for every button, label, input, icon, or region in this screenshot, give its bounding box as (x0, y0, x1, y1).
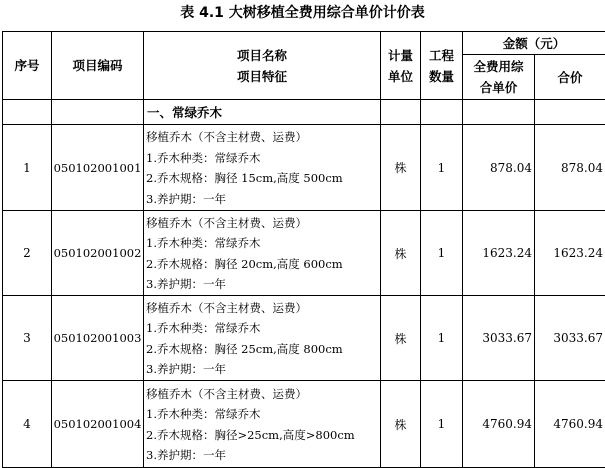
row-qty: 1 (421, 296, 463, 381)
row-feature: 2.乔木规格：胸径>25cm,高度>800cm (146, 427, 355, 442)
row-feature: 1.乔木种类：常绿乔木 (146, 150, 261, 165)
row-feature: 2.乔木规格：胸径 15cm,高度 500cm (146, 171, 343, 185)
header-unit-price (463, 55, 535, 100)
row-total: 1623.24 (535, 211, 605, 296)
row-unit: 株 (381, 381, 421, 468)
row-feature: 2.乔木规格：胸径 20cm,高度 600cm (146, 256, 343, 271)
row-unit: 株 (381, 125, 421, 211)
row-name: 移植乔木（不含主材费、运费） (146, 386, 307, 401)
section-empty-unit (381, 100, 421, 125)
table-title: 表 4.1 大树移植全费用综合单价计价表 (180, 5, 425, 21)
row-qty: 1 (421, 125, 463, 211)
section-empty-seq (3, 100, 52, 125)
section-title: 一、常绿乔木 (144, 100, 381, 125)
row-seq: 1 (3, 125, 52, 211)
row-total: 878.04 (535, 125, 605, 211)
header-name-line2: 项目特征 (236, 68, 287, 84)
table-row (3, 381, 605, 468)
header-unit (381, 32, 421, 100)
section-empty-total (535, 100, 605, 125)
pricing-table (2, 31, 605, 468)
table-row (3, 296, 605, 381)
row-total: 4760.94 (535, 381, 605, 468)
row-qty: 1 (421, 381, 463, 468)
row-unit-price: 3033.67 (463, 296, 535, 381)
table-row (3, 211, 605, 296)
row-feature: 3.养护期：一年 (146, 362, 226, 376)
row-feature: 1.乔木种类：常绿乔木 (146, 407, 261, 421)
row-unit: 株 (381, 211, 421, 296)
header-unit-line1: 计量 (387, 47, 413, 63)
header-qty-line2: 数量 (428, 68, 454, 84)
row-unit-price: 878.04 (463, 125, 535, 211)
row-name: 移植乔木（不含主材费、运费） (146, 130, 307, 144)
row-feature: 3.养护期：一年 (146, 277, 226, 291)
row-code: 050102001004 (52, 381, 144, 468)
row-code: 050102001002 (52, 211, 144, 296)
row-seq: 3 (3, 296, 52, 381)
row-feature: 2.乔木规格：胸径 25cm,高度 800cm (146, 341, 343, 356)
row-code: 050102001003 (52, 296, 144, 381)
header-unit-line2: 单位 (387, 68, 413, 84)
header-name (144, 32, 381, 100)
row-feature: 3.养护期：一年 (146, 191, 226, 206)
section-empty-qty (421, 100, 463, 125)
section-empty-unit-price (463, 100, 535, 125)
row-seq: 2 (3, 211, 52, 296)
row-feature: 3.养护期：一年 (146, 448, 226, 462)
row-unit-price: 1623.24 (463, 211, 535, 296)
header-code: 项目编码 (52, 32, 144, 100)
row-description (144, 296, 381, 381)
row-unit: 株 (381, 296, 421, 381)
row-unit-price: 4760.94 (463, 381, 535, 468)
table-row (3, 125, 605, 211)
row-code: 050102001001 (52, 125, 144, 211)
row-total: 3033.67 (535, 296, 605, 381)
header-unit-price-line1: 全费用综 (473, 59, 524, 74)
header-unit-price-line2: 合单价 (479, 80, 518, 95)
row-qty: 1 (421, 211, 463, 296)
row-description (144, 211, 381, 296)
header-qty (421, 32, 463, 100)
row-feature: 1.乔木种类：常绿乔木 (146, 236, 261, 250)
row-seq: 4 (3, 381, 52, 468)
header-qty-line1: 工程 (428, 47, 454, 63)
row-name: 移植乔木（不含主材费、运费） (146, 215, 307, 230)
header-seq: 序号 (3, 32, 52, 100)
section-empty-code (52, 100, 144, 125)
header-amount: 金额（元） (463, 32, 605, 55)
row-name: 移植乔木（不含主材费、运费） (146, 300, 307, 315)
row-description (144, 125, 381, 211)
header-name-line1: 项目名称 (236, 47, 287, 63)
row-description (144, 381, 381, 468)
row-feature: 1.乔木种类：常绿乔木 (146, 321, 261, 335)
header-total: 合价 (535, 55, 605, 100)
